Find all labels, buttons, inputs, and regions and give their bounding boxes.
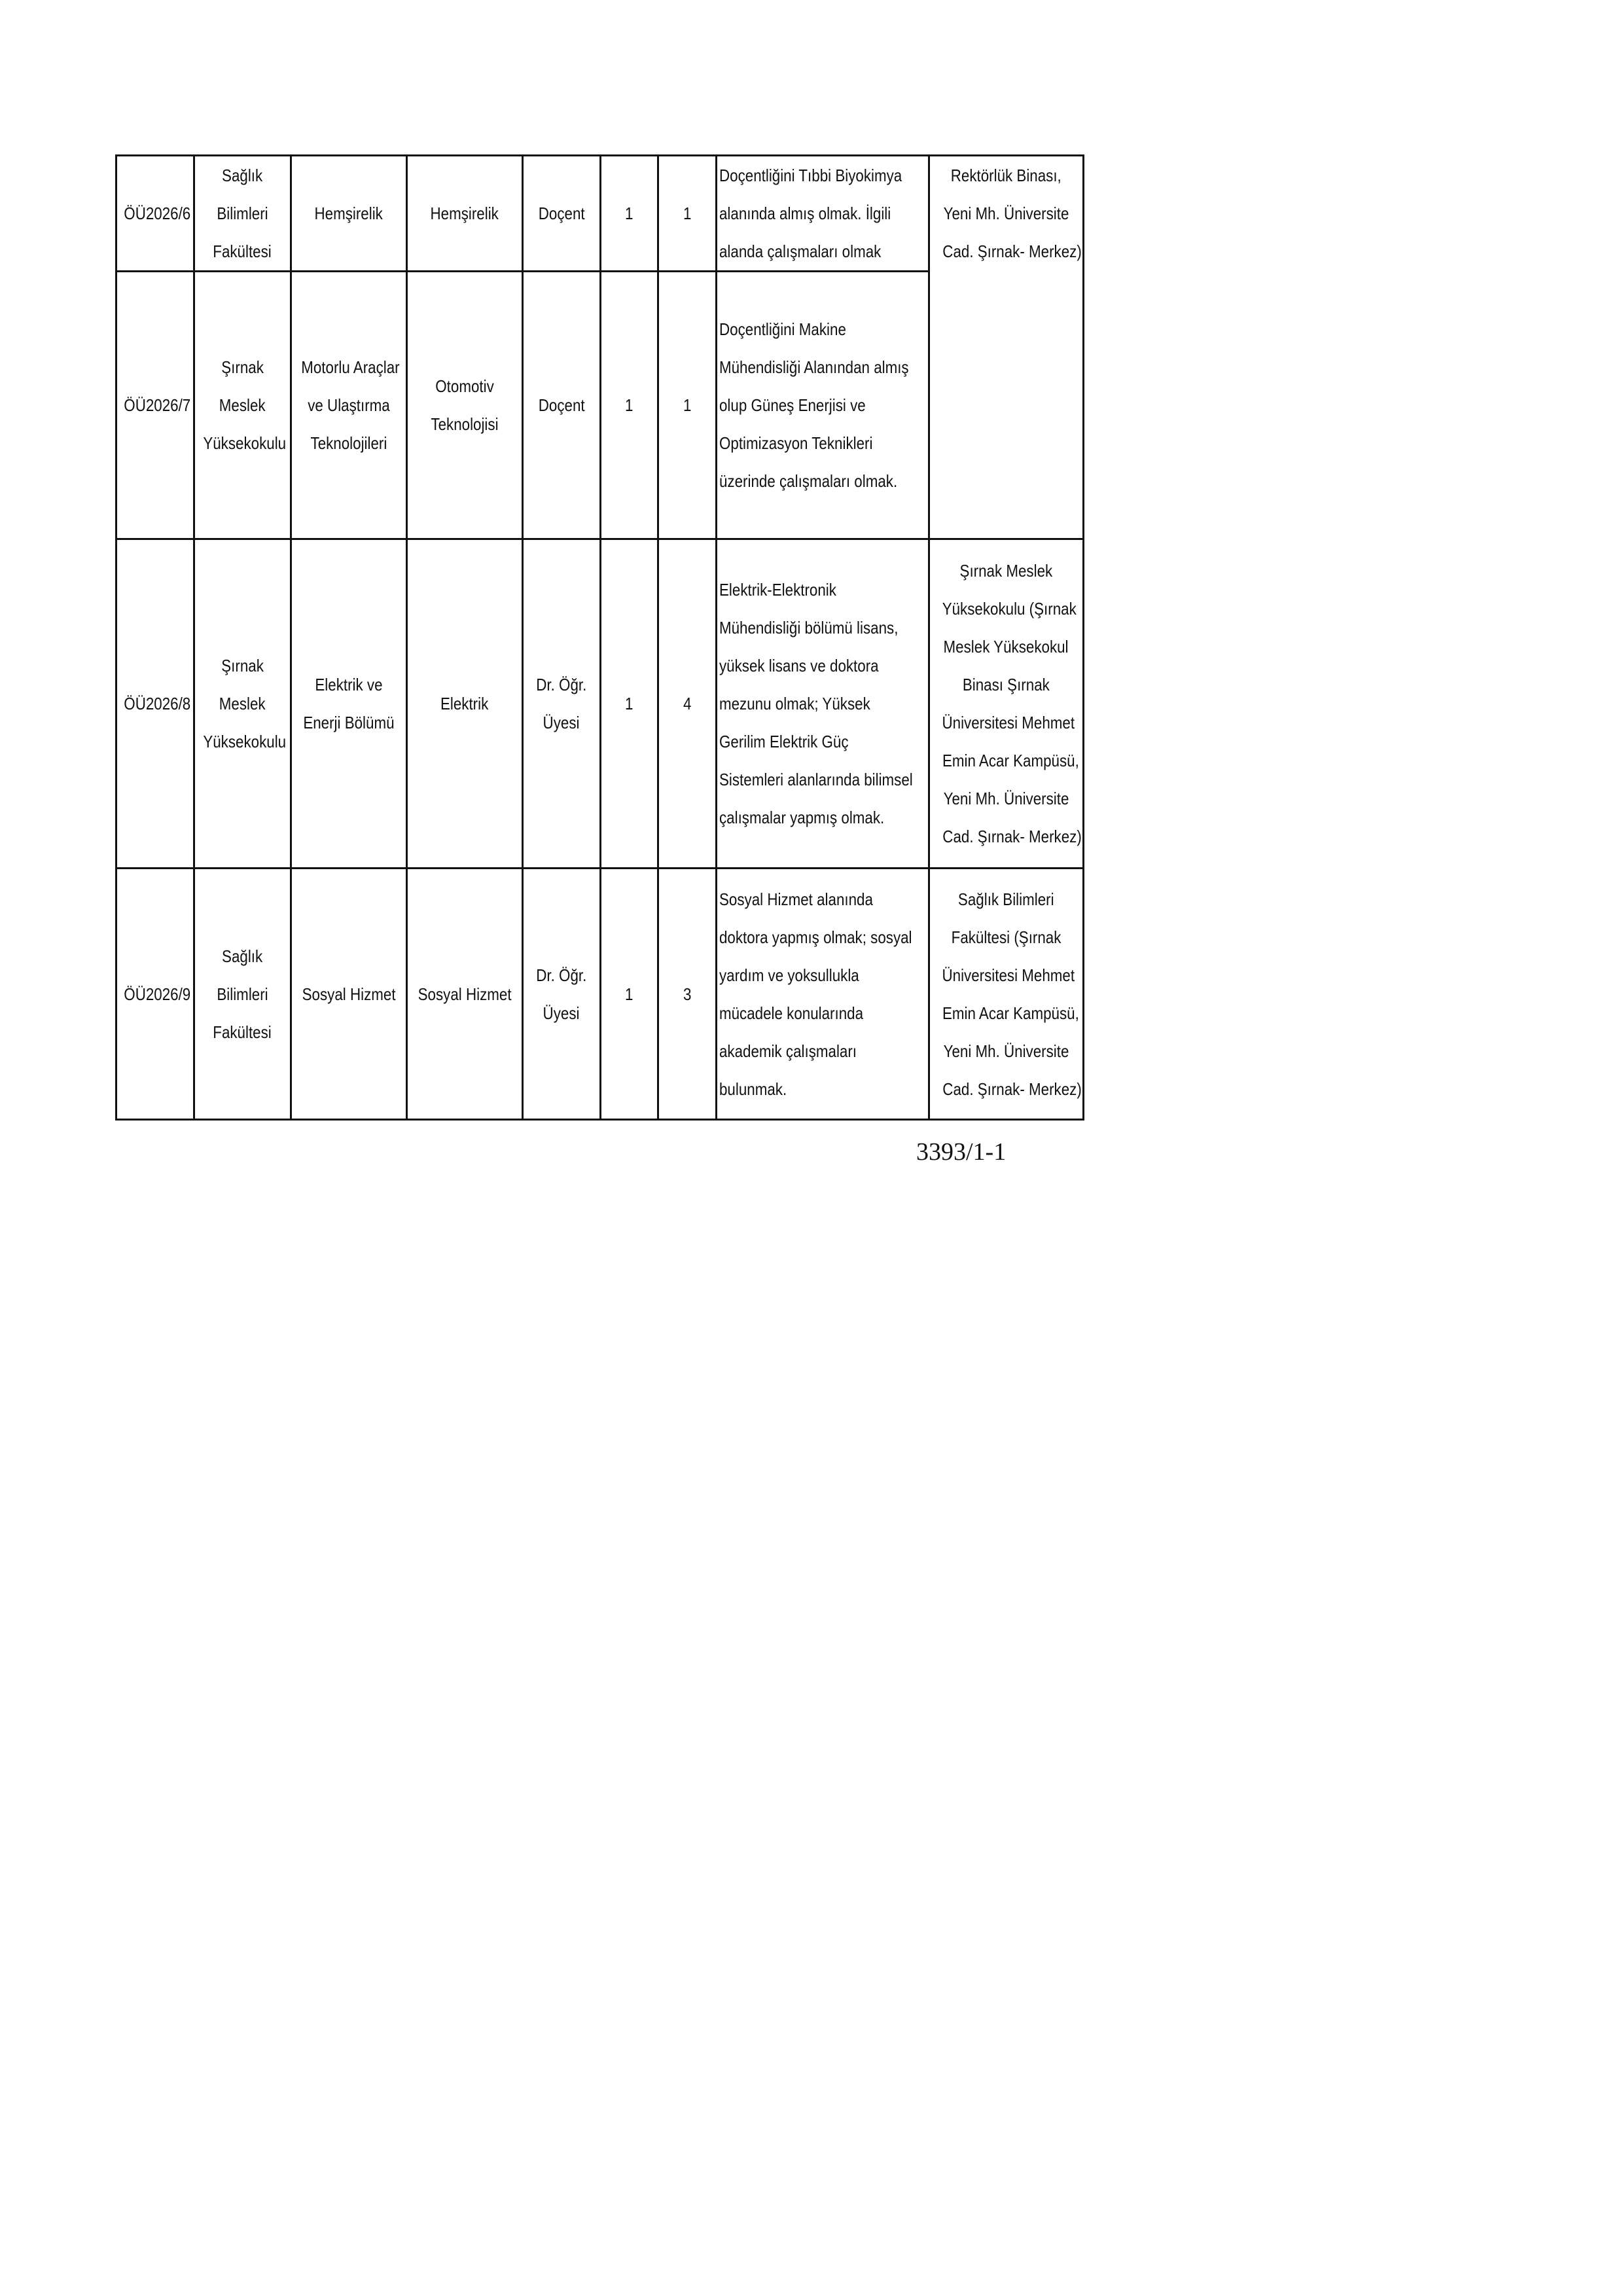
- cell-address: [929, 539, 1084, 869]
- cell-address-line: Cad. Şırnak- Merkez): [942, 242, 1082, 261]
- cell-requirements-line: Mühendisliği bölümü lisans,: [719, 618, 899, 637]
- cell-address-line: Yeni Mh. Üniversite: [943, 789, 1069, 808]
- cell-address-line: Rektörlük Binası,: [950, 166, 1062, 185]
- cell-academic-title-line: Üyesi: [543, 713, 580, 732]
- cell-program: [407, 539, 523, 869]
- cell-count-line: 1: [683, 204, 692, 223]
- cell-unit: [194, 869, 291, 1120]
- cell-requirements-line: Mühendisliği Alanından almış: [719, 357, 909, 377]
- cell-academic-title-line: Üyesi: [543, 1003, 580, 1023]
- table-row: [116, 539, 1084, 869]
- cell-position-code: [116, 539, 194, 869]
- cell-address-line: Emin Acar Kampüsü,: [942, 1003, 1079, 1023]
- positions-table: [115, 154, 1084, 1121]
- cell-address-line: Yeni Mh. Üniversite: [943, 1041, 1069, 1061]
- cell-academic-title: [523, 869, 601, 1120]
- cell-academic-title-line: Doçent: [538, 395, 585, 415]
- cell-academic-title-line: Doçent: [538, 204, 585, 223]
- cell-unit: [194, 539, 291, 869]
- cell-unit-line: Meslek: [219, 694, 266, 713]
- cell-address-line: Yüksekokulu (Şırnak: [942, 599, 1077, 619]
- table-row: [116, 156, 1084, 272]
- cell-count: [658, 539, 717, 869]
- cell-address-line: Fakültesi (Şırnak: [951, 927, 1061, 947]
- cell-requirements-line: Sosyal Hizmet alanında: [719, 889, 873, 909]
- cell-unit: [194, 156, 291, 272]
- cell-address-line: Üniversitesi Mehmet: [942, 713, 1075, 732]
- cell-program: [407, 272, 523, 539]
- cell-unit-line: Fakültesi: [213, 242, 272, 261]
- cell-degree: [601, 539, 658, 869]
- cell-requirements-line: akademik çalışmaları: [719, 1041, 857, 1061]
- cell-department-line: Teknolojileri: [310, 433, 387, 453]
- cell-position-code-line: ÖÜ2026/9: [124, 984, 191, 1004]
- cell-department: [291, 272, 407, 539]
- cell-program-line: Hemşirelik: [430, 204, 499, 223]
- cell-academic-title: [523, 272, 601, 539]
- cell-degree-line: 1: [625, 204, 633, 223]
- page-reference-number: 3393/1-1: [916, 1138, 1007, 1166]
- cell-requirements-line: üzerinde çalışmaları olmak.: [719, 471, 898, 491]
- cell-requirements-line: bulunmak.: [719, 1079, 787, 1099]
- cell-program-line: Sosyal Hizmet: [418, 984, 512, 1004]
- cell-unit-line: Şırnak: [221, 357, 264, 377]
- cell-count: [658, 869, 717, 1120]
- cell-requirements-line: Elektrik-Elektronik: [719, 580, 836, 600]
- cell-academic-title-line: Dr. Öğr.: [536, 965, 587, 985]
- cell-address-line: Binası Şırnak: [962, 675, 1050, 694]
- cell-unit-line: Yüksekokulu: [203, 732, 287, 751]
- cell-requirements-line: çalışmalar yapmış olmak.: [719, 808, 885, 827]
- cell-program: [407, 869, 523, 1120]
- cell-department-line: Sosyal Hizmet: [302, 984, 396, 1004]
- cell-address-line: Şırnak Meslek: [959, 561, 1053, 581]
- cell-address-line: Sağlık Bilimleri: [958, 889, 1054, 909]
- cell-requirements-line: alanda çalışmaları olmak: [719, 242, 882, 261]
- cell-address-line: Üniversitesi Mehmet: [942, 965, 1075, 985]
- cell-unit-line: Meslek: [219, 395, 266, 415]
- cell-count-line: 3: [683, 984, 692, 1004]
- cell-position-code-line: ÖÜ2026/8: [124, 694, 191, 713]
- cell-requirements-line: Doçentliğini Makine: [719, 319, 846, 339]
- cell-requirements-line: yüksek lisans ve doktora: [719, 656, 879, 675]
- cell-program-line: Otomotiv: [435, 376, 494, 396]
- cell-address-line: Cad. Şırnak- Merkez): [942, 1079, 1082, 1099]
- cell-department: [291, 869, 407, 1120]
- cell-requirements: [717, 869, 929, 1120]
- cell-degree-line: 1: [625, 694, 633, 713]
- cell-department-line: ve Ulaştırma: [308, 395, 390, 415]
- cell-requirements-line: mezunu olmak; Yüksek: [719, 694, 870, 713]
- cell-count-line: 1: [683, 395, 692, 415]
- cell-unit-line: Şırnak: [221, 656, 264, 675]
- cell-program-line: Elektrik: [440, 694, 489, 713]
- cell-requirements: [717, 539, 929, 869]
- cell-unit: [194, 272, 291, 539]
- cell-position-code: [116, 272, 194, 539]
- cell-unit-line: Sağlık: [222, 946, 263, 966]
- cell-department-line: Enerji Bölümü: [303, 713, 395, 732]
- cell-position-code-line: ÖÜ2026/6: [124, 204, 191, 223]
- cell-requirements-line: Doçentliğini Tıbbi Biyokimya: [719, 166, 902, 185]
- cell-department: [291, 539, 407, 869]
- cell-academic-title-line: Dr. Öğr.: [536, 675, 587, 694]
- cell-position-code-line: ÖÜ2026/7: [124, 395, 191, 415]
- cell-requirements-line: Gerilim Elektrik Güç: [719, 732, 849, 751]
- cell-requirements-line: doktora yapmış olmak; sosyal: [719, 927, 912, 947]
- cell-position-code: [116, 869, 194, 1120]
- cell-address-line: Meslek Yüksekokul: [943, 637, 1069, 656]
- cell-degree: [601, 272, 658, 539]
- cell-address-line: Yeni Mh. Üniversite: [943, 204, 1069, 223]
- cell-unit-line: Yüksekokulu: [203, 433, 287, 453]
- cell-degree-line: 1: [625, 984, 633, 1004]
- cell-requirements-line: mücadele konularında: [719, 1003, 864, 1023]
- cell-requirements: [717, 156, 929, 272]
- cell-department-line: Elektrik ve: [315, 675, 383, 694]
- cell-academic-title: [523, 539, 601, 869]
- cell-count: [658, 272, 717, 539]
- cell-requirements-line: Sistemleri alanlarında bilimsel: [719, 770, 913, 789]
- cell-requirements-line: Optimizasyon Teknikleri: [719, 433, 873, 453]
- cell-unit-line: Bilimleri: [217, 984, 268, 1004]
- cell-degree: [601, 156, 658, 272]
- cell-department-line: Hemşirelik: [314, 204, 383, 223]
- cell-program-line: Teknolojisi: [431, 414, 499, 434]
- cell-degree: [601, 869, 658, 1120]
- cell-degree-line: 1: [625, 395, 633, 415]
- cell-count: [658, 156, 717, 272]
- cell-address: [929, 869, 1084, 1120]
- cell-position-code: [116, 156, 194, 272]
- table-row: [116, 869, 1084, 1120]
- cell-requirements-line: alanında almış olmak. İlgili: [719, 204, 891, 223]
- cell-requirements: [717, 272, 929, 539]
- cell-address-line: Emin Acar Kampüsü,: [942, 751, 1079, 770]
- cell-count-line: 4: [683, 694, 692, 713]
- cell-department: [291, 156, 407, 272]
- cell-academic-title: [523, 156, 601, 272]
- cell-unit-line: Fakültesi: [213, 1022, 272, 1042]
- cell-program: [407, 156, 523, 272]
- cell-requirements-line: yardım ve yoksullukla: [719, 965, 859, 985]
- cell-unit-line: Sağlık: [222, 166, 263, 185]
- cell-address: [929, 156, 1084, 539]
- cell-address-line: Cad. Şırnak- Merkez): [942, 827, 1082, 846]
- cell-unit-line: Bilimleri: [217, 204, 268, 223]
- cell-department-line: Motorlu Araçlar: [301, 357, 400, 377]
- cell-requirements-line: olup Güneş Enerjisi ve: [719, 395, 866, 415]
